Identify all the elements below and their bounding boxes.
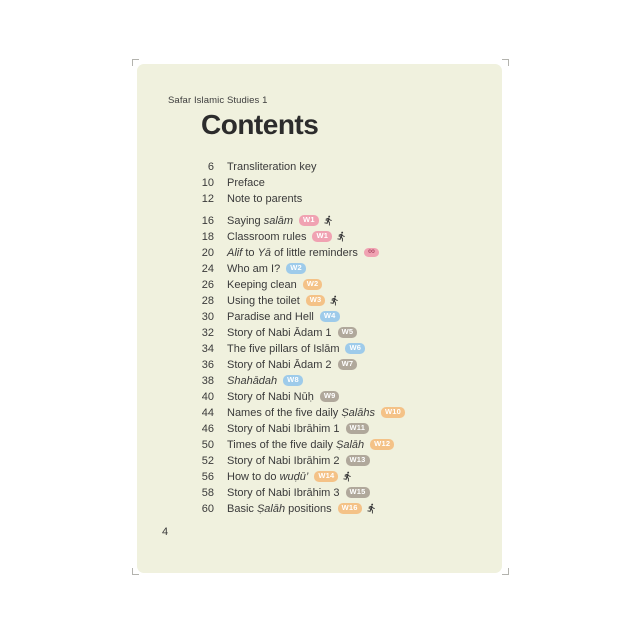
toc-entry-title: Preface	[227, 177, 265, 189]
toc-entry-page-number: 26	[201, 279, 214, 291]
week-badge: W1	[312, 231, 332, 243]
toc-entry-title: Using the toilet	[227, 295, 300, 307]
week-badge: ∞	[364, 248, 379, 258]
toc-entry-page-number: 34	[201, 343, 214, 355]
running-person-icon	[366, 503, 377, 514]
toc-entry-title: How to do wuḍū’	[227, 471, 309, 483]
book-series-header: Safar Islamic Studies 1	[168, 95, 268, 106]
toc-entry	[195, 421, 405, 437]
toc-entry	[195, 357, 405, 373]
toc-entry	[195, 213, 405, 229]
toc-entry-page-number: 52	[201, 455, 214, 467]
toc-entry	[195, 175, 405, 191]
toc-entry-page-number: 24	[201, 263, 214, 275]
week-badge: W3	[306, 295, 326, 307]
week-badge: W1	[299, 215, 319, 227]
toc-entry-title: Story of Nabi Ādam 1	[227, 327, 332, 339]
week-badge: W14	[314, 471, 338, 483]
toc-entry-title: Who am I?	[227, 263, 281, 275]
toc-entry	[195, 229, 405, 245]
toc-entry-page-number: 60	[201, 503, 214, 515]
toc-entry-page-number: 18	[201, 231, 214, 243]
toc-entry-page-number: 50	[201, 439, 214, 451]
toc-entry	[195, 341, 405, 357]
week-badge: W9	[320, 391, 340, 403]
running-person-icon	[323, 215, 334, 226]
toc-entry-page-number: 6	[207, 161, 214, 173]
running-person-icon	[342, 471, 353, 482]
toc-entry-title: Story of Nabi Ādam 2	[227, 359, 332, 371]
toc-entry-title: Basic Ṣalāh positions	[227, 503, 332, 515]
week-badge: W13	[346, 455, 370, 467]
toc-entry-title: Paradise and Hell	[227, 311, 314, 323]
week-badge: W7	[338, 359, 358, 371]
toc-entry-page-number: 56	[201, 471, 214, 483]
week-badge: W5	[338, 327, 358, 339]
toc-entry	[195, 437, 405, 453]
week-badge: W11	[346, 423, 370, 435]
week-badge: W15	[346, 487, 370, 499]
week-badge: W8	[283, 375, 303, 387]
crop-mark-bottom-right	[502, 568, 509, 575]
toc-entry-title: Names of the five daily Ṣalāhs	[227, 407, 375, 419]
toc-entry	[195, 453, 405, 469]
toc-entry-page-number: 36	[201, 359, 214, 371]
toc-entry-page-number: 40	[201, 391, 214, 403]
toc-entry-page-number: 10	[201, 177, 214, 189]
toc-entry-page-number: 16	[201, 215, 214, 227]
toc-entry-title: Shahādah	[227, 375, 278, 387]
week-badge: W2	[286, 263, 306, 275]
toc-entry	[195, 325, 405, 341]
crop-mark-top-right	[502, 59, 509, 66]
toc-entry-title: Story of Nabi Nūḥ	[227, 391, 314, 403]
week-badge: W2	[303, 279, 323, 291]
toc-entry-title: Story of Nabi Ibrāhim 1	[227, 423, 340, 435]
toc-entry	[195, 501, 405, 517]
toc-entry	[195, 191, 405, 207]
toc-entry	[195, 245, 405, 261]
toc-entry	[195, 261, 405, 277]
toc-entry	[195, 373, 405, 389]
toc-entry-title: Story of Nabi Ibrāhim 3	[227, 487, 340, 499]
toc-entry-title: Saying salām	[227, 215, 294, 227]
toc-entry-title: Keeping clean	[227, 279, 297, 291]
toc-entry	[195, 293, 405, 309]
toc-entry-title: Times of the five daily Ṣalāh	[227, 439, 365, 451]
toc-entry-page-number: 58	[201, 487, 214, 499]
toc-entry-title: Note to parents	[227, 193, 303, 205]
folio-page-number: 4	[162, 526, 169, 538]
book-page	[137, 64, 502, 573]
toc-entry	[195, 405, 405, 421]
toc-entry	[195, 159, 405, 175]
toc-entry	[195, 277, 405, 293]
crop-mark-top-left	[132, 59, 139, 66]
toc-entry	[195, 389, 405, 405]
toc-entry	[195, 485, 405, 501]
toc-entry	[195, 309, 405, 325]
toc-list	[195, 159, 405, 517]
toc-entry	[195, 469, 405, 485]
toc-entry-title: Alif to Yā of little reminders	[227, 247, 358, 259]
toc-entry-page-number: 28	[201, 295, 214, 307]
week-badge: W6	[345, 343, 365, 355]
week-badge: W10	[381, 407, 405, 419]
toc-entry-page-number: 12	[201, 193, 214, 205]
running-person-icon	[329, 295, 340, 306]
toc-entry-title: Classroom rules	[227, 231, 307, 243]
page-title: Contents	[201, 109, 319, 140]
running-person-icon	[336, 231, 347, 242]
toc-entry-page-number: 44	[201, 407, 214, 419]
toc-entry-page-number: 32	[201, 327, 214, 339]
toc-entry-page-number: 46	[201, 423, 214, 435]
week-badge: W4	[320, 311, 340, 323]
toc-entry-page-number: 20	[201, 247, 214, 259]
week-badge: W12	[370, 439, 394, 451]
week-badge: W16	[338, 503, 362, 515]
toc-entry-page-number: 30	[201, 311, 214, 323]
toc-entry-title: Transliteration key	[227, 161, 317, 173]
toc-entry-page-number: 38	[201, 375, 214, 387]
toc-entry-title: Story of Nabi Ibrāhim 2	[227, 455, 340, 467]
toc-entry-title: The five pillars of Islām	[227, 343, 340, 355]
